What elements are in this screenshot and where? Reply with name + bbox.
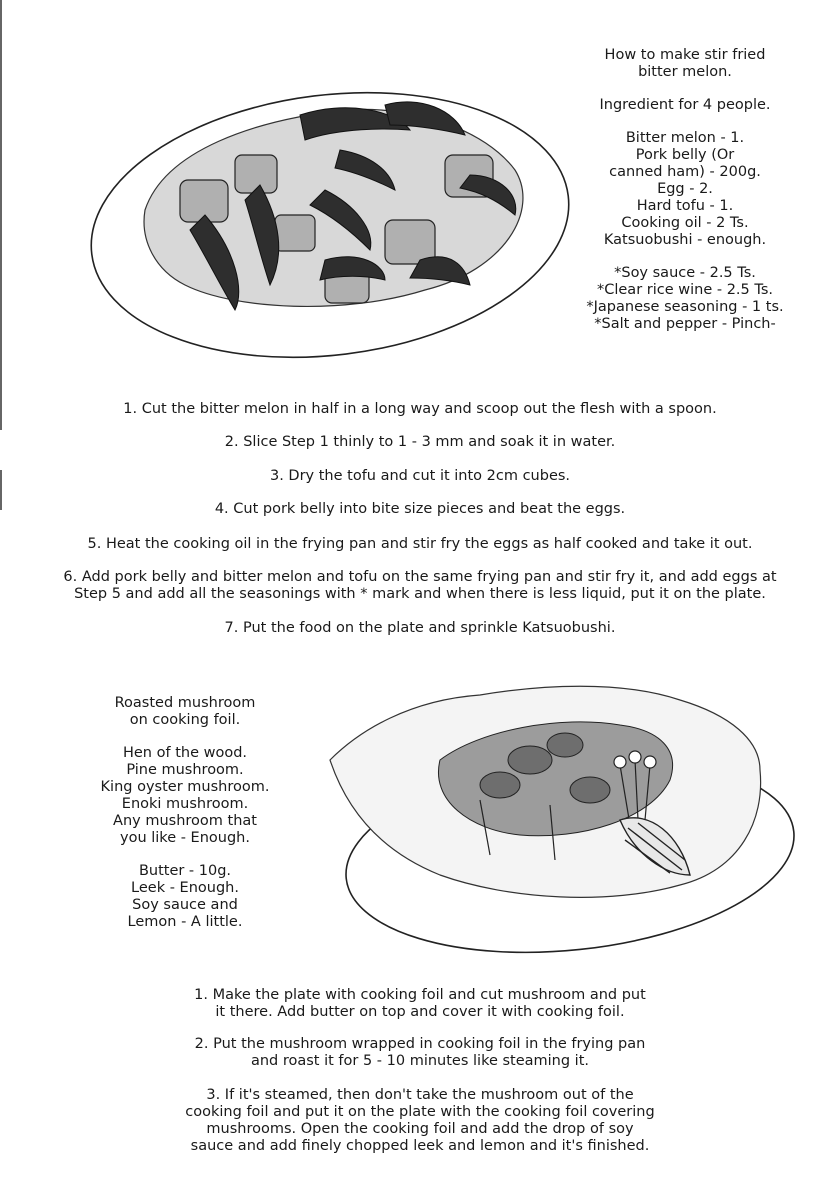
recipe2-title-line: Roasted mushroom xyxy=(114,695,256,711)
ingredient-item: Bitter melon - 1. xyxy=(625,130,745,146)
seasoning-item: *Japanese seasoning - 1 ts. xyxy=(586,299,784,315)
mushroom-item: you like - Enough. xyxy=(120,830,250,846)
recipe1-title-line: bitter melon. xyxy=(638,64,732,80)
recipe1-ingredients-panel xyxy=(560,47,810,333)
roasted-mushroom-foil-illustration xyxy=(320,670,800,960)
recipe1-step xyxy=(0,569,840,603)
recipe1-title-line: How to make stir fried xyxy=(604,47,766,63)
ingredient-item: Cooking oil - 2 Ts. xyxy=(621,215,749,231)
mushroom-item: Any mushroom that xyxy=(113,813,257,829)
recipe2-step-line: 1. Make the plate with cooking foil and cut mushroom and put xyxy=(194,987,646,1003)
recipe2-step-line: cooking foil and put it on the plate with the cooking foil covering xyxy=(185,1104,655,1120)
seasoning-item: *Clear rice wine - 2.5 Ts. xyxy=(596,282,773,298)
recipe1-step: 3. Dry the tofu and cut it into 2cm cubes. xyxy=(269,468,571,484)
mushroom-item: Pine mushroom. xyxy=(126,762,244,778)
recipe1-step-line: Step 5 and add all the seasonings with * mark and when there is less liquid, put it on the plate. xyxy=(74,586,766,602)
recipe1-step: 2. Slice Step 1 thinly to 1 - 3 mm and soak it in water. xyxy=(224,434,616,450)
recipe1-step-line: 6. Add pork belly and bitter melon and tofu on the same frying pan and stir fry it, and add eggs at xyxy=(63,569,777,585)
recipe2-step-line: 2. Put the mushroom wrapped in cooking foil in the frying pan xyxy=(194,1036,646,1052)
recipe2-step-line: sauce and add finely chopped leek and lemon and it's finished. xyxy=(190,1138,650,1154)
ingredient-item: Katsuobushi - enough. xyxy=(603,232,767,248)
recipe1-step: 7. Put the food on the plate and sprinkle Katsuobushi. xyxy=(224,620,616,636)
recipe2-step xyxy=(0,1036,840,1070)
recipe1-step: 5. Heat the cooking oil in the frying pan and stir fry the eggs as half cooked and take it out. xyxy=(87,536,753,552)
stir-fry-bitter-melon-illustration xyxy=(85,80,575,360)
recipe2-title-line: on cooking foil. xyxy=(129,712,241,728)
page-edge-line xyxy=(0,0,2,430)
recipe2-ingredients-panel xyxy=(70,695,300,931)
recipe2-step-line: mushrooms. Open the cooking foil and add the drop of soy xyxy=(206,1121,634,1137)
other-ingredient-item: Leek - Enough. xyxy=(131,880,239,896)
mushroom-item: Enoki mushroom. xyxy=(121,796,249,812)
recipe1-step: 1. Cut the bitter melon in half in a long way and scoop out the flesh with a spoon. xyxy=(123,401,717,417)
seasoning-item: *Salt and pepper - Pinch- xyxy=(594,316,776,332)
ingredient-item: Egg - 2. xyxy=(657,181,713,197)
recipe1-serving-text: Ingredient for 4 people. xyxy=(599,97,771,113)
seasoning-item: *Soy sauce - 2.5 Ts. xyxy=(614,265,756,281)
ingredient-item: Hard tofu - 1. xyxy=(636,198,734,214)
recipe2-step-line: and roast it for 5 - 10 minutes like steaming it. xyxy=(250,1053,590,1069)
mushroom-item: Hen of the wood. xyxy=(122,745,248,761)
recipe1-step: 4. Cut pork belly into bite size pieces and beat the eggs. xyxy=(214,501,626,517)
other-ingredient-item: Butter - 10g. xyxy=(138,863,232,879)
ingredient-item: Pork belly (Or xyxy=(635,147,735,163)
mushroom-item: King oyster mushroom. xyxy=(100,779,270,795)
ingredient-item: canned ham) - 200g. xyxy=(609,164,761,180)
recipe2-step xyxy=(0,987,840,1021)
recipe2-step-line: 3. If it's steamed, then don't take the mushroom out of the xyxy=(206,1087,634,1103)
recipe2-step-line: it there. Add butter on top and cover it with cooking foil. xyxy=(215,1004,625,1020)
recipe2-step xyxy=(0,1087,840,1155)
other-ingredient-item: Soy sauce and xyxy=(132,897,238,913)
other-ingredient-item: Lemon - A little. xyxy=(127,914,243,930)
